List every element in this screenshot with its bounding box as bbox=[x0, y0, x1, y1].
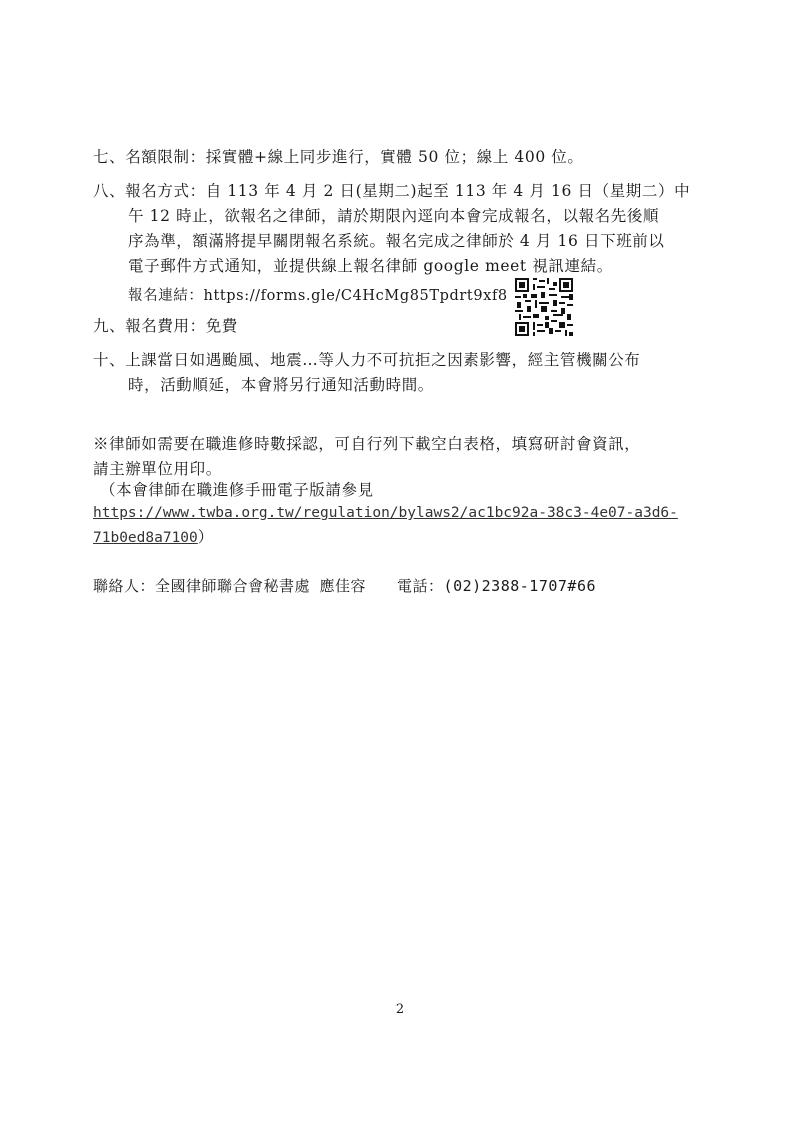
handbook-link-tail[interactable]: 71b0ed8a7100 bbox=[93, 530, 198, 546]
item-eight-line-4: 電子郵件方式通知，並提供線上報名律師 google meet 視訊連結。 bbox=[128, 257, 613, 275]
item-eight-line-3: 序為準，額滿將提早關閉報名系統。報名完成之律師於 4 月 16 日下班前以 bbox=[128, 232, 665, 250]
note-line-3: （本會律師在職進修手冊電子版請參見 bbox=[100, 481, 374, 499]
note-line-1: ※律師如需要在職進修時數採認，可自行列下載空白表格，填寫研討會資訊， bbox=[93, 435, 641, 453]
item-ten-line-2: 時，活動順延，本會將另行通知活動時間。 bbox=[128, 376, 434, 394]
item-ten-line-1: 十、上課當日如遇颱風、地震…等人力不可抗拒之因素影響，經主管機關公布 bbox=[93, 351, 641, 369]
contact-line: 聯絡人：全國律師聯合會秘書處 應佳容 電話：(02)2388-1707#66 bbox=[93, 577, 597, 595]
handbook-link-continued bbox=[93, 526, 214, 549]
qr-code-icon[interactable] bbox=[515, 278, 573, 336]
item-nine: 九、報名費用：免費 bbox=[93, 317, 238, 335]
handbook-link[interactable]: https://www.twba.org.tw/regulation/bylaws2/ac1bc92a-38c3-4e07-a3d6- bbox=[93, 505, 678, 521]
note-line-2: 請主辦單位用印。 bbox=[93, 460, 222, 478]
item-eight-line-2: 午 12 時止，欲報名之律師，請於期限內逕向本會完成報名，以報名先後順 bbox=[128, 207, 660, 225]
page-number: 2 bbox=[395, 1002, 405, 1017]
registration-link[interactable]: 報名連結：https://forms.gle/C4HcMg85Tpdrt9xf8 bbox=[128, 288, 508, 304]
note-close-paren: ） bbox=[197, 528, 214, 546]
item-seven: 七、名額限制：採實體+線上同步進行，實體 50 位；線上 400 位。 bbox=[93, 148, 584, 166]
item-eight-line-1: 八、報名方式：自 113 年 4 月 2 日(星期二)起至 113 年 4 月 16 日（星期二）中 bbox=[93, 182, 691, 200]
